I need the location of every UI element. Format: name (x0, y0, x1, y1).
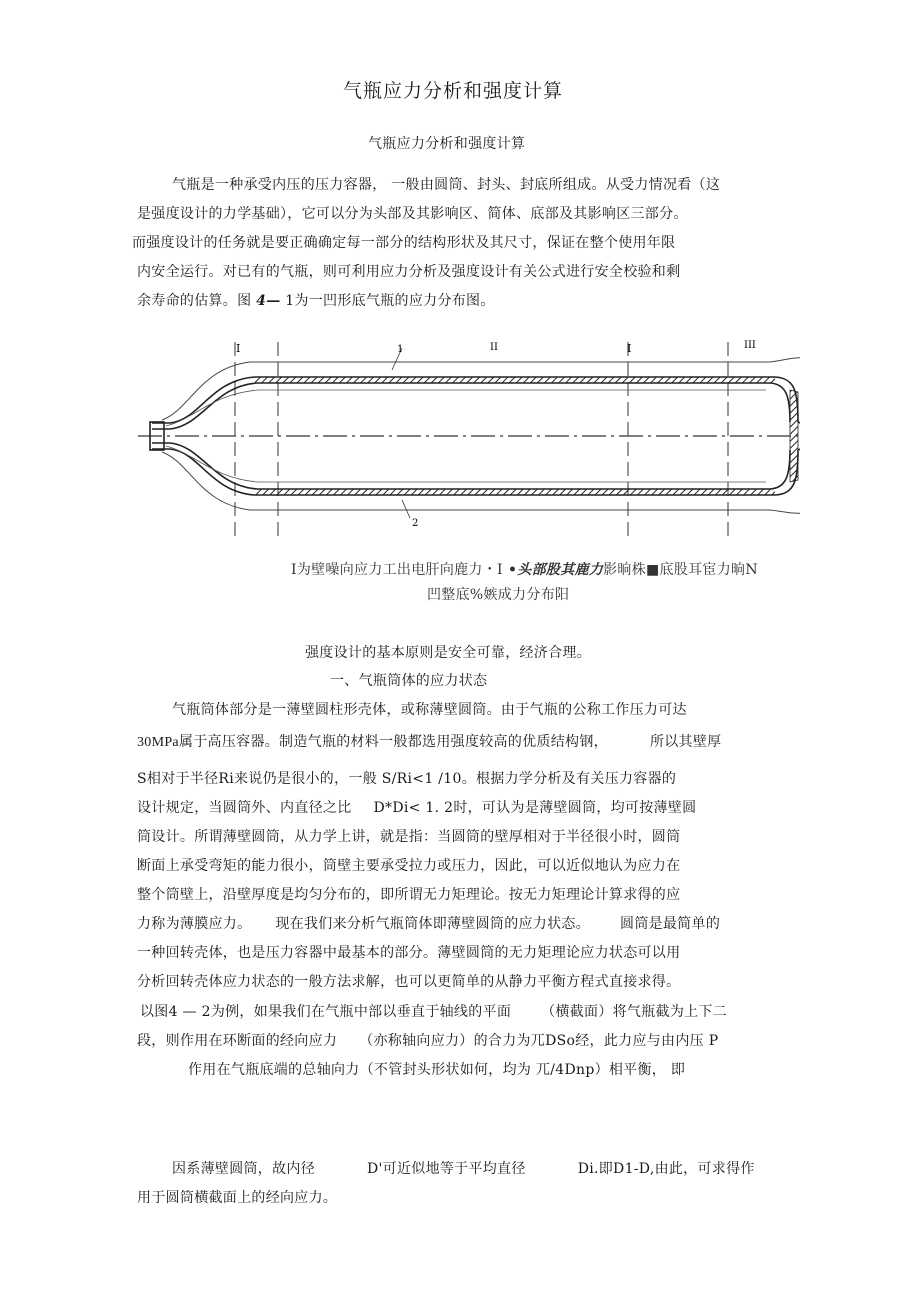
text-line: 而强度设计的任务就是要正确确定每一部分的结构形状及其尺寸，保证在整个使用年限 (132, 235, 676, 251)
text-line: S相对于半径Ri来说仍是很小的，一般 S/Ri<1 /10。根据力学分析及有关压力容器的 (137, 771, 677, 787)
document-subtitle: 气瓶应力分析和强度计算 (368, 136, 526, 152)
text-run: D'可近似地等于平均直径 (367, 1161, 526, 1177)
text-line: 一种回转壳体，也是压力容器中最基本的部分。薄壁圆筒的无力矩理论应力状态可以用 (137, 945, 681, 961)
text-run: 力称为薄膜应力。 (137, 916, 252, 932)
text-line: 断面上承受弯矩的能力很小，筒壁主要承受拉力或压力，因此，可以近似地认为应力在 (137, 858, 681, 874)
text-line: 用于圆筒横截面上的经向应力。 (137, 1190, 338, 1206)
wall-hatch-bottom (255, 489, 775, 495)
text-line: 整个筒壁上，沿壁厚度是均匀分布的，即所谓无力矩理论。按无力矩理论计算求得的应 (137, 887, 681, 903)
text-line: 筒设计。所谓薄壁圆筒，从力学上讲，就是指：当圆筒的壁厚相对于半径很小时，圆筒 (137, 829, 681, 845)
text-run: 所以其壁厚 (649, 734, 722, 750)
stress-curve-inner-bottom (166, 446, 766, 482)
text-run: 段，则作用在环断面的经向应力 (137, 1033, 338, 1049)
document-title: 气瓶应力分析和强度计算 (343, 80, 564, 102)
text-run: 余寿命的估算。图 (137, 293, 257, 309)
stress-curve-inner (166, 390, 766, 426)
text-run: 影晌株■底股耳宦力晌N (603, 562, 758, 578)
text-line (137, 731, 721, 751)
wall-hatch-top (255, 377, 775, 383)
text-run: I为壁噪向应力工出电肝向鹿力・I (291, 562, 503, 578)
gas-cylinder-stress-figure (130, 330, 800, 555)
text-line (140, 1001, 727, 1021)
text-line (137, 913, 720, 933)
text-run: （亦称轴向应力）的合力为兀DSo经，此力应与由内压 P (359, 1033, 719, 1049)
text-run: 因系薄壁圆筒，故内径 (172, 1161, 315, 1177)
figure-label: II (490, 342, 498, 353)
text-run: 以图4 — 2为例，如果我们在气瓶中部以垂直于轴线的平面 (140, 1004, 512, 1020)
figure-label: 2 (412, 518, 419, 529)
text-line: 气瓶筒体部分是一薄壁圆柱形壳体，或称薄壁圆筒。由于气瓶的公称工作压力可达 (172, 702, 687, 718)
figure-label: I (627, 342, 632, 355)
text-line: 是强度设计的力学基础），它可以分为头部及其影响区、简体、底部及其影响区三部分。 (137, 206, 688, 222)
figure-label: 1 (397, 344, 404, 355)
text-run: 现在我们来分析气瓶筒体即薄壁圆筒的应力状态。 (275, 916, 591, 932)
text-line (137, 1030, 718, 1050)
text-run: 圆筒是最简单的 (620, 916, 721, 932)
concave-base-hatch (790, 390, 798, 482)
text-line: 气瓶是一种承受内压的压力容器， 一般由圆筒、封头、封底所组成。从受力情况看（这 (172, 177, 721, 193)
figure-ref: 4— (256, 293, 281, 309)
figure-label: III (744, 340, 756, 351)
text-line: 内安全运行。对已有的气瓶，则可利用应力分析及强度设计有关公式进行安全校验和剩 (137, 264, 681, 280)
text-run: •头部股其鹿力 (502, 562, 604, 578)
text-line (172, 1158, 755, 1178)
text-line: 作用在气瓶底端的总轴向力（不管封头形状如何，均为 兀/4Dnp）相平衡， 即 (188, 1062, 686, 1078)
text-line (137, 290, 495, 310)
text-run: （横截面）将气瓶截为上下二 (541, 1004, 728, 1020)
figure-label: I (236, 342, 241, 355)
text-line: 分析回转壳体应力状态的一般方法求解，也可以更简单的从静力平衡方程式直接求得。 (137, 974, 681, 990)
text-run: 30MPa属于高压容器。制造气瓶的材料一般都选用强度较高的优质结构钢， (137, 735, 608, 750)
section-heading: 一、气瓶筒体的应力状态 (330, 673, 488, 689)
caption-line (291, 559, 758, 579)
leader-line (402, 500, 410, 518)
text-run: 设计规定，当圆筒外、内直径之比 (137, 800, 352, 816)
text-run: 1为一凹形底气瓶的应力分布图。 (280, 293, 495, 309)
caption-line: 凹整底%嫉成力分布阳 (427, 587, 570, 603)
text-run: D*Di< 1. 2时，可认为是薄壁圆筒，均可按薄壁圆 (373, 800, 697, 816)
text-line (137, 797, 696, 817)
design-principle: 强度设计的基本原则是安全可靠，经济合理。 (305, 645, 591, 661)
text-run: Di.即D1-D,由此，可求得作 (577, 1161, 755, 1177)
